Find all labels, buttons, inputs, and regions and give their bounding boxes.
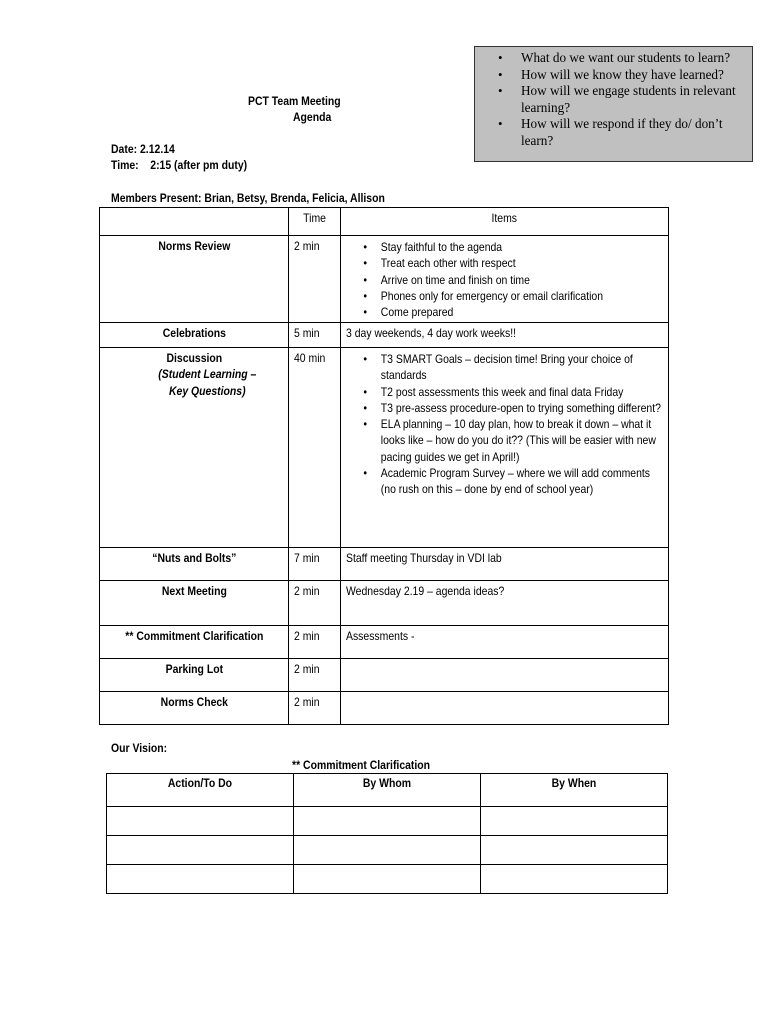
row-items: Assessments - (341, 626, 669, 659)
empty-cell (481, 836, 668, 865)
list-item: • Stay faithful to the agenda (346, 239, 663, 255)
row-time: 5 min (289, 323, 341, 348)
row-time: 2 min (289, 581, 341, 626)
key-question: • How will we know they have learned? (521, 67, 742, 84)
header-cell-by-when: By When (481, 774, 668, 807)
table-row (100, 236, 669, 323)
row-items (341, 692, 669, 725)
list-item: • T2 post assessments this week and final data Friday (346, 384, 663, 400)
row-name: Next Meeting (100, 581, 289, 626)
table-header-row (100, 208, 669, 236)
key-questions-list (485, 50, 742, 149)
row-subname: (Student Learning – Key Questions) (158, 367, 257, 398)
row-name: ** Commitment Clarification (100, 626, 289, 659)
row-time: 7 min (289, 548, 341, 581)
row-items: 3 day weekends, 4 day work weeks!! (341, 323, 669, 348)
table-row (107, 836, 668, 865)
row-items (341, 659, 669, 692)
empty-cell (294, 865, 481, 894)
row-time: 2 min (289, 692, 341, 725)
row-time: 2 min (289, 659, 341, 692)
agenda-table (99, 207, 669, 725)
list-item: • Treat each other with respect (346, 255, 663, 271)
row-time: 2 min (289, 626, 341, 659)
meeting-date: Date: 2.12.14 (111, 142, 175, 156)
row-name: Parking Lot (100, 659, 289, 692)
table-row (100, 348, 669, 548)
header-cell-items: Items (341, 208, 669, 236)
row-time: 2 min (289, 236, 341, 323)
table-row (100, 323, 669, 348)
key-questions-box (474, 46, 753, 162)
page-title: PCT Team Meeting (248, 94, 341, 108)
empty-cell (107, 836, 294, 865)
empty-cell (294, 836, 481, 865)
header-cell-time: Time (289, 208, 341, 236)
list-item: • Academic Program Survey – where we will add comments (no rush on this – done by end of school year) (346, 465, 663, 498)
list-item: • T3 pre-assess procedure-open to trying something different? (346, 400, 663, 416)
table-row (100, 581, 669, 626)
table-row (100, 626, 669, 659)
meeting-time: Time: 2:15 (after pm duty) (111, 158, 248, 172)
row-time: 40 min (289, 348, 341, 548)
list-item: • Come prepared (346, 304, 663, 320)
empty-cell (107, 807, 294, 836)
page-subtitle: Agenda (293, 110, 332, 124)
row-items: Wednesday 2.19 – agenda ideas? (341, 581, 669, 626)
commitment-table (106, 773, 668, 894)
commitment-header-row (107, 774, 668, 807)
table-row (107, 807, 668, 836)
row-items (341, 348, 669, 548)
row-name: Discussion (Student Learning – Key Questions) (100, 348, 289, 548)
empty-cell (481, 807, 668, 836)
table-row (100, 548, 669, 581)
empty-cell (294, 807, 481, 836)
key-question: • How will we respond if they do/ don’t learn? (521, 116, 742, 149)
list-item: • T3 SMART Goals – decision time! Bring your choice of standards (346, 351, 663, 384)
table-row (100, 692, 669, 725)
list-item: • Arrive on time and finish on time (346, 272, 663, 288)
header-cell-empty (100, 208, 289, 236)
row-name: Norms Check (100, 692, 289, 725)
list-item: • Phones only for emergency or email clarification (346, 288, 663, 304)
table-row (107, 865, 668, 894)
key-question: • How will we engage students in relevant learning? (521, 83, 742, 116)
empty-cell (107, 865, 294, 894)
header-cell-by-whom: By Whom (294, 774, 481, 807)
table-row (100, 659, 669, 692)
members-present: Members Present: Brian, Betsy, Brenda, Felicia, Allison (111, 191, 385, 205)
row-name: Norms Review (100, 236, 289, 323)
row-name: Celebrations (100, 323, 289, 348)
list-item: • ELA planning – 10 day plan, how to break it down – what it looks like – how do you do it?? (This will be easier with new pacing guides we get in April!) (346, 416, 663, 465)
vision-label: Our Vision: (111, 741, 168, 755)
header-cell-action: Action/To Do (107, 774, 294, 807)
commitment-title: ** Commitment Clarification (292, 758, 431, 772)
row-items (341, 236, 669, 323)
row-items: Staff meeting Thursday in VDI lab (341, 548, 669, 581)
key-question: • What do we want our students to learn? (521, 50, 742, 67)
empty-cell (481, 865, 668, 894)
row-name: “Nuts and Bolts” (100, 548, 289, 581)
